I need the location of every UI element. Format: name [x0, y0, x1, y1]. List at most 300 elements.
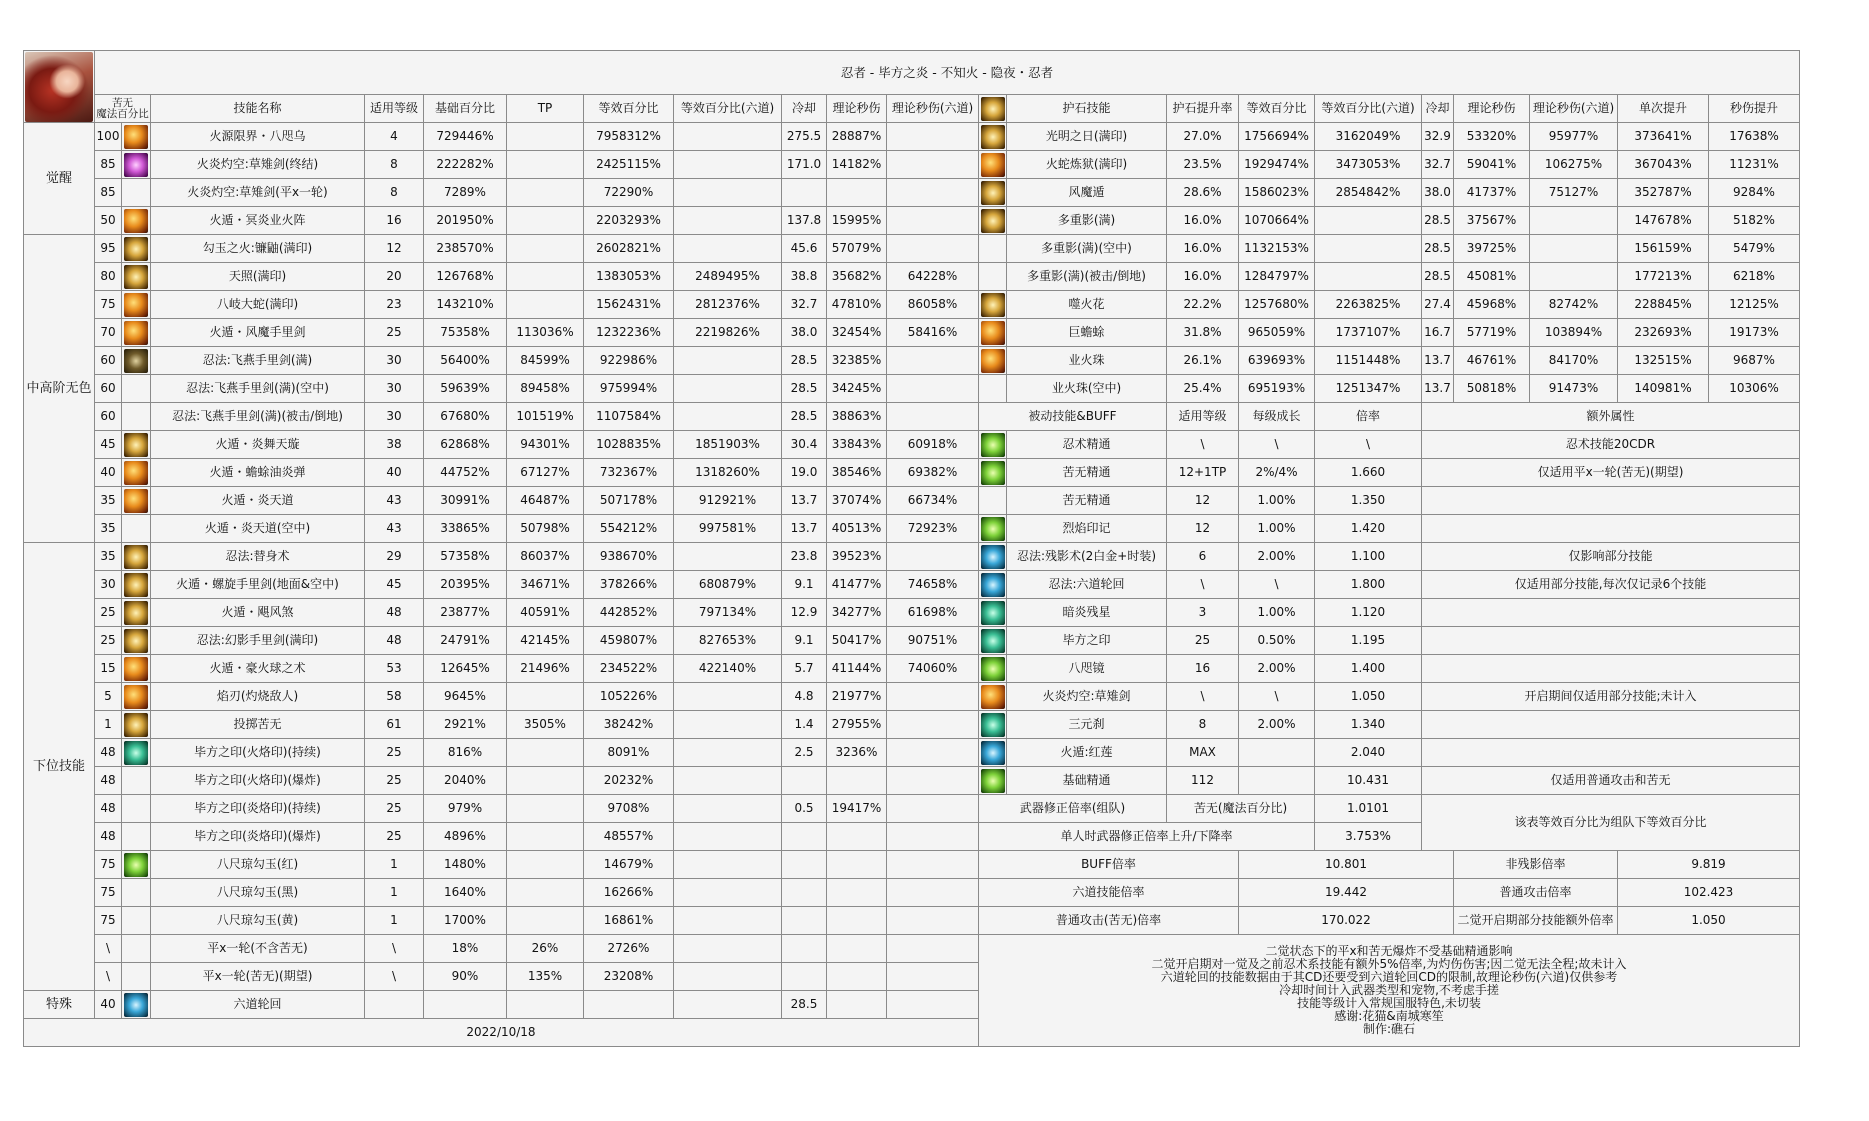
base-pct: 126768%	[424, 263, 507, 291]
talisman-rate: 27.0%	[1167, 123, 1239, 151]
talisman-equiv-six: 1151448%	[1315, 347, 1422, 375]
cooldown: 2.5	[782, 739, 827, 767]
header-talisman-rate: 护石提升率	[1167, 95, 1239, 123]
green-icon	[981, 517, 1005, 541]
equiv-pct: 732367%	[584, 459, 674, 487]
skill-icon-cell	[122, 207, 151, 235]
equiv-six: 1318260%	[674, 459, 782, 487]
note-line: 感谢:花猫&南城寒笙	[1334, 1009, 1444, 1023]
equiv-six: 912921%	[674, 487, 782, 515]
talisman-single: 147678%	[1618, 207, 1709, 235]
req-level: 25	[365, 319, 424, 347]
talisman-icon-cell	[979, 179, 1007, 207]
dps: 21977%	[827, 683, 887, 711]
cooldown: 9.1	[782, 571, 827, 599]
green-icon	[124, 853, 148, 877]
passive-grow: \	[1239, 431, 1315, 459]
req-level: 30	[365, 347, 424, 375]
talisman-cooldown: 28.5	[1422, 235, 1454, 263]
talisman-equiv-six	[1315, 263, 1422, 291]
dps-six	[887, 767, 979, 795]
dps-six	[887, 711, 979, 739]
passive-header-req: 适用等级	[1167, 403, 1239, 431]
req-level: 25	[365, 739, 424, 767]
kunai-level: 85	[95, 151, 122, 179]
equiv-pct: 2602821%	[584, 235, 674, 263]
multiplier-value: 170.022	[1239, 907, 1454, 935]
base-pct: 238570%	[424, 235, 507, 263]
talisman-icon-cell	[979, 151, 1007, 179]
table-row	[24, 879, 1800, 907]
base-pct: 1640%	[424, 879, 507, 907]
talisman-single: 140981%	[1618, 375, 1709, 403]
talisman-rate: 23.5%	[1167, 151, 1239, 179]
talisman-name: 噬火花	[1007, 291, 1167, 319]
talisman-name: 巨蟾蜍	[1007, 319, 1167, 347]
equiv-six	[674, 683, 782, 711]
skill-name: 火遁・飓风煞	[151, 599, 365, 627]
passive-icon-cell	[979, 739, 1007, 767]
dps: 19417%	[827, 795, 887, 823]
kunai-level: 35	[95, 543, 122, 571]
header-talisman-name: 护石技能	[1007, 95, 1167, 123]
talisman-equiv-six: 3473053%	[1315, 151, 1422, 179]
table-row	[24, 571, 1800, 599]
passive-mult: 10.431	[1315, 767, 1422, 795]
req-level: 25	[365, 823, 424, 851]
passive-req: 112	[1167, 767, 1239, 795]
green-icon	[981, 769, 1005, 793]
req-level: \	[365, 963, 424, 991]
group-label-awaken: 觉醒	[24, 123, 95, 235]
skill-icon-cell	[122, 767, 151, 795]
base-pct: 33865%	[424, 515, 507, 543]
passive-name: 烈焰印记	[1007, 515, 1167, 543]
dps	[827, 823, 887, 851]
talisman-dps: 53320%	[1454, 123, 1530, 151]
dps	[827, 907, 887, 935]
cooldown: 38.8	[782, 263, 827, 291]
blue-icon	[981, 573, 1005, 597]
equiv-pct: 922986%	[584, 347, 674, 375]
req-level: 43	[365, 487, 424, 515]
character-portrait	[24, 51, 95, 123]
kunai-level: 100	[95, 123, 122, 151]
teal-icon	[124, 741, 148, 765]
passive-name: 苦无精通	[1007, 459, 1167, 487]
talisman-name: 多重影(满)	[1007, 207, 1167, 235]
header-talisman-icon	[979, 95, 1007, 123]
tp-pct	[507, 291, 584, 319]
table-row	[24, 123, 1800, 151]
talisman-equiv: 639693%	[1239, 347, 1315, 375]
talisman-dps-six: 75127%	[1530, 179, 1618, 207]
cooldown: 275.5	[782, 123, 827, 151]
gold-icon	[124, 433, 148, 457]
talisman-equiv: 1929474%	[1239, 151, 1315, 179]
dps	[827, 851, 887, 879]
passive-icon-cell	[979, 431, 1007, 459]
passive-extra	[1422, 711, 1800, 739]
dps: 32454%	[827, 319, 887, 347]
dps-six	[887, 683, 979, 711]
base-pct: 9645%	[424, 683, 507, 711]
kunai-level: 15	[95, 655, 122, 683]
cooldown: 28.5	[782, 991, 827, 1019]
talisman-dps-six	[1530, 263, 1618, 291]
passive-req: 25	[1167, 627, 1239, 655]
skill-name: 火炎灼空:草雉剑(终结)	[151, 151, 365, 179]
dps-six	[887, 935, 979, 963]
group-label-low: 下位技能	[24, 543, 95, 991]
header-t-single: 单次提升	[1618, 95, 1709, 123]
table-row	[24, 515, 1800, 543]
passive-name: 三元刹	[1007, 711, 1167, 739]
dps-six: 61698%	[887, 599, 979, 627]
dps-six	[887, 347, 979, 375]
skill-name: 火炎灼空:草雉剑(平x一轮)	[151, 179, 365, 207]
talisman-dps-six: 95977%	[1530, 123, 1618, 151]
talisman-icon-cell	[979, 375, 1007, 403]
dps: 34245%	[827, 375, 887, 403]
dps-six	[887, 795, 979, 823]
date-label: 2022/10/18	[24, 1019, 979, 1047]
talisman-dps: 46761%	[1454, 347, 1530, 375]
tp-pct: 42145%	[507, 627, 584, 655]
base-pct: 56400%	[424, 347, 507, 375]
talisman-dps-six: 82742%	[1530, 291, 1618, 319]
talisman-rate: 22.2%	[1167, 291, 1239, 319]
talisman-increase: 11231%	[1709, 151, 1800, 179]
equiv-pct: 105226%	[584, 683, 674, 711]
passive-grow: 0.50%	[1239, 627, 1315, 655]
gold-icon	[124, 573, 148, 597]
passive-grow: \	[1239, 571, 1315, 599]
skill-icon-cell	[122, 431, 151, 459]
passive-mult: 1.050	[1315, 683, 1422, 711]
base-pct: 7289%	[424, 179, 507, 207]
table-row	[24, 655, 1800, 683]
equiv-six: 2812376%	[674, 291, 782, 319]
cooldown: 1.4	[782, 711, 827, 739]
skill-icon-cell	[122, 487, 151, 515]
note-line: 冷却时间计入武器类型和宠物,不考虑手搓	[1279, 983, 1499, 997]
dps: 40513%	[827, 515, 887, 543]
skill-icon-cell	[122, 403, 151, 431]
passive-grow: 1.00%	[1239, 487, 1315, 515]
equiv-pct: 1107584%	[584, 403, 674, 431]
table-row	[24, 683, 1800, 711]
fire-icon	[124, 685, 148, 709]
skill-icon-cell	[122, 879, 151, 907]
skill-name: 毕方之印(炎烙印)(持续)	[151, 795, 365, 823]
passive-header-grow: 每级成长	[1239, 403, 1315, 431]
kunai-level: 85	[95, 179, 122, 207]
equiv-pct: 9708%	[584, 795, 674, 823]
talisman-cooldown: 28.5	[1422, 263, 1454, 291]
teal-icon	[981, 601, 1005, 625]
kunai-level: 75	[95, 851, 122, 879]
multiplier-label-2: 二觉开启期部分技能额外倍率	[1454, 907, 1618, 935]
header-kunai-level: 苦无 魔法百分比	[95, 95, 151, 123]
cooldown: 38.0	[782, 319, 827, 347]
table-row	[24, 627, 1800, 655]
skill-name: 六道轮回	[151, 991, 365, 1019]
talisman-equiv: 1756694%	[1239, 123, 1315, 151]
req-level: 45	[365, 571, 424, 599]
passive-icon-cell	[979, 487, 1007, 515]
multiplier-label: BUFF倍率	[979, 851, 1239, 879]
req-level: 1	[365, 851, 424, 879]
dps: 27955%	[827, 711, 887, 739]
talisman-rate: 31.8%	[1167, 319, 1239, 347]
kunai-level: 35	[95, 487, 122, 515]
passive-grow	[1239, 739, 1315, 767]
skill-icon-cell	[122, 291, 151, 319]
equiv-six	[674, 235, 782, 263]
tp-pct	[507, 879, 584, 907]
passive-extra: 仅适用普通攻击和苦无	[1422, 767, 1800, 795]
req-level: 30	[365, 403, 424, 431]
skill-name: 火遁・炎舞天璇	[151, 431, 365, 459]
header-skill-name: 技能名称	[151, 95, 365, 123]
header-req-level: 适用等级	[365, 95, 424, 123]
req-level: 8	[365, 151, 424, 179]
passive-extra	[1422, 487, 1800, 515]
passive-req: 12	[1167, 487, 1239, 515]
dps-six	[887, 151, 979, 179]
base-pct: 59639%	[424, 375, 507, 403]
group-label-special: 特殊	[24, 991, 95, 1019]
note-line: 二觉开启期对一觉及之前忍术系技能有额外5%倍率,为灼伤伤害;因二觉无法全程;故未计入	[1151, 957, 1627, 971]
weapon-modifier-mult: 1.0101	[1315, 795, 1422, 823]
cooldown: 9.1	[782, 627, 827, 655]
passive-icon-cell	[979, 599, 1007, 627]
dps-six	[887, 179, 979, 207]
skill-name: 忍法:替身术	[151, 543, 365, 571]
dps-six	[887, 235, 979, 263]
req-level: 1	[365, 879, 424, 907]
table-row	[24, 459, 1800, 487]
talisman-equiv-six: 1251347%	[1315, 375, 1422, 403]
skill-name: 火源限界・八咫乌	[151, 123, 365, 151]
talisman-rate: 28.6%	[1167, 179, 1239, 207]
skill-icon-cell	[122, 375, 151, 403]
talisman-single: 177213%	[1618, 263, 1709, 291]
equiv-pct: 378266%	[584, 571, 674, 599]
skill-icon-cell	[122, 459, 151, 487]
skill-icon-cell	[122, 347, 151, 375]
equiv-six	[674, 907, 782, 935]
skill-name: 毕方之印(火烙印)(持续)	[151, 739, 365, 767]
table-row	[24, 235, 1800, 263]
base-pct: 23877%	[424, 599, 507, 627]
passive-req: 6	[1167, 543, 1239, 571]
equiv-pct: 2203293%	[584, 207, 674, 235]
tp-pct	[507, 991, 584, 1019]
passive-extra	[1422, 739, 1800, 767]
fire-icon	[124, 209, 148, 233]
dps-six: 60918%	[887, 431, 979, 459]
passive-mult: 1.350	[1315, 487, 1422, 515]
talisman-increase: 12125%	[1709, 291, 1800, 319]
skill-icon-cell	[122, 263, 151, 291]
talisman-equiv-six: 2263825%	[1315, 291, 1422, 319]
tp-pct: 26%	[507, 935, 584, 963]
dps-six	[887, 991, 979, 1019]
green-icon	[981, 657, 1005, 681]
tp-pct	[507, 683, 584, 711]
kunai-level: 35	[95, 515, 122, 543]
dps-six: 72923%	[887, 515, 979, 543]
passive-name: 火炎灼空:草雉剑	[1007, 683, 1167, 711]
note-line: 制作:礁石	[1362, 1022, 1416, 1036]
tp-pct: 67127%	[507, 459, 584, 487]
kunai-level: \	[95, 963, 122, 991]
talisman-single: 373641%	[1618, 123, 1709, 151]
talisman-name: 多重影(满)(空中)	[1007, 235, 1167, 263]
base-pct: 979%	[424, 795, 507, 823]
cooldown: 12.9	[782, 599, 827, 627]
base-pct: 1700%	[424, 907, 507, 935]
tp-pct	[507, 823, 584, 851]
base-pct: 67680%	[424, 403, 507, 431]
dps-six	[887, 403, 979, 431]
dps: 34277%	[827, 599, 887, 627]
talisman-dps: 41737%	[1454, 179, 1530, 207]
solo-weapon-modifier-value: 3.753%	[1315, 823, 1422, 851]
equiv-six	[674, 375, 782, 403]
base-pct: 2040%	[424, 767, 507, 795]
header-tp: TP	[507, 95, 584, 123]
passive-req: 8	[1167, 711, 1239, 739]
equiv-pct: 1232236%	[584, 319, 674, 347]
equiv-six	[674, 151, 782, 179]
talisman-icon-cell	[979, 263, 1007, 291]
equiv-pct: 14679%	[584, 851, 674, 879]
tp-pct	[507, 739, 584, 767]
kunai-level: 48	[95, 739, 122, 767]
table-row	[24, 403, 1800, 431]
passive-mult: 2.040	[1315, 739, 1422, 767]
tp-pct: 89458%	[507, 375, 584, 403]
table-row	[24, 375, 1800, 403]
skill-icon-cell	[122, 711, 151, 739]
dps: 47810%	[827, 291, 887, 319]
talisman-name: 多重影(满)(被击/倒地)	[1007, 263, 1167, 291]
base-pct: 75358%	[424, 319, 507, 347]
skill-name: 八岐大蛇(满印)	[151, 291, 365, 319]
header-cooldown: 冷却	[782, 95, 827, 123]
dps-six: 69382%	[887, 459, 979, 487]
weapon-modifier-type: 苦无(魔法百分比)	[1167, 795, 1315, 823]
skill-name: 火遁・螺旋手里剑(地面&空中)	[151, 571, 365, 599]
fire-icon	[124, 461, 148, 485]
req-level: 48	[365, 627, 424, 655]
cooldown	[782, 767, 827, 795]
passive-extra: 仅适用部分技能,每次仅记录6个技能	[1422, 571, 1800, 599]
talisman-single: 132515%	[1618, 347, 1709, 375]
cooldown	[782, 823, 827, 851]
base-pct: 201950%	[424, 207, 507, 235]
tp-pct	[507, 235, 584, 263]
equiv-six	[674, 935, 782, 963]
req-level: 23	[365, 291, 424, 319]
talisman-name: 风魔遁	[1007, 179, 1167, 207]
skill-icon-cell	[122, 515, 151, 543]
fire-icon	[124, 293, 148, 317]
kunai-level: 1	[95, 711, 122, 739]
skill-icon-cell	[122, 683, 151, 711]
talisman-dps-six: 91473%	[1530, 375, 1618, 403]
req-level	[365, 991, 424, 1019]
talisman-equiv: 965059%	[1239, 319, 1315, 347]
tp-pct: 46487%	[507, 487, 584, 515]
talisman-single: 232693%	[1618, 319, 1709, 347]
table-row	[24, 711, 1800, 739]
skill-name: 火遁・豪火球之术	[151, 655, 365, 683]
equiv-six	[674, 739, 782, 767]
talisman-cooldown: 38.0	[1422, 179, 1454, 207]
cooldown: 30.4	[782, 431, 827, 459]
talisman-name: 业火珠	[1007, 347, 1167, 375]
table-row	[24, 263, 1800, 291]
cooldown: 171.0	[782, 151, 827, 179]
talisman-increase: 9284%	[1709, 179, 1800, 207]
equiv-pct: 1028835%	[584, 431, 674, 459]
talisman-cooldown: 16.7	[1422, 319, 1454, 347]
equiv-six	[674, 991, 782, 1019]
kunai-level: 30	[95, 571, 122, 599]
passive-header-extra: 额外属性	[1422, 403, 1800, 431]
talisman-single: 156159%	[1618, 235, 1709, 263]
cooldown: 23.8	[782, 543, 827, 571]
req-level: 8	[365, 179, 424, 207]
talisman-cooldown: 32.9	[1422, 123, 1454, 151]
passive-name: 忍法:六道轮回	[1007, 571, 1167, 599]
talisman-dps: 45081%	[1454, 263, 1530, 291]
gold-icon	[124, 713, 148, 737]
kunai-level: 48	[95, 767, 122, 795]
kunai-level: 75	[95, 879, 122, 907]
gold-icon	[981, 125, 1005, 149]
pink-icon	[124, 153, 148, 177]
passive-req: \	[1167, 431, 1239, 459]
req-level: 20	[365, 263, 424, 291]
req-level: 29	[365, 543, 424, 571]
passive-name: 毕方之印	[1007, 627, 1167, 655]
talisman-rate: 16.0%	[1167, 263, 1239, 291]
header-dps-six: 理论秒伤(六道)	[887, 95, 979, 123]
skill-name: 八尺琼勾玉(黄)	[151, 907, 365, 935]
talisman-single: 367043%	[1618, 151, 1709, 179]
skill-icon-cell	[122, 151, 151, 179]
dps-six	[887, 823, 979, 851]
notes-block	[979, 935, 1800, 1047]
passive-grow: 2.00%	[1239, 655, 1315, 683]
multiplier-label-2: 普通攻击倍率	[1454, 879, 1618, 907]
equiv-six: 997581%	[674, 515, 782, 543]
talisman-increase: 5479%	[1709, 235, 1800, 263]
skill-name: 焰刃(灼烧敌人)	[151, 683, 365, 711]
passive-name: 忍法:残影术(2白金+时装)	[1007, 543, 1167, 571]
talisman-equiv-six	[1315, 235, 1422, 263]
tp-pct: 84599%	[507, 347, 584, 375]
equiv-six	[674, 823, 782, 851]
req-level: 1	[365, 907, 424, 935]
equiv-six	[674, 711, 782, 739]
skill-icon-cell	[122, 627, 151, 655]
